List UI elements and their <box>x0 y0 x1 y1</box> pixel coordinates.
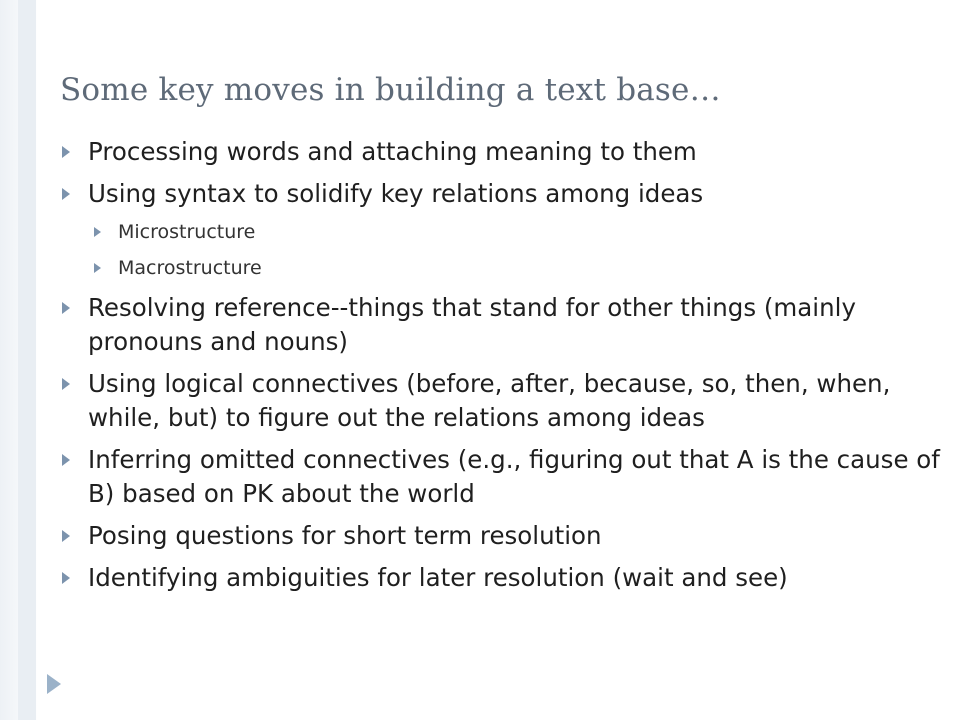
slide-title: Some key moves in building a text base… <box>60 72 721 108</box>
bullet-text: Resolving reference--things that stand for other things (mainly pronouns and nouns) <box>88 293 856 356</box>
sub-bullet-text: Microstructure <box>118 221 256 243</box>
bullet-arrow-icon <box>62 572 70 584</box>
bullet-item <box>60 519 940 553</box>
bullet-item <box>60 291 940 359</box>
bullet-list <box>60 135 940 603</box>
sub-bullet-item <box>60 219 940 245</box>
sub-bullet-text: Macrostructure <box>118 257 262 279</box>
bullet-text: Inferring omitted connectives (e.g., figuring out that A is the cause of B) based on PK about the world <box>88 445 940 508</box>
bullet-item <box>60 561 940 595</box>
left-decorative-rail <box>0 0 38 720</box>
bullet-item <box>60 367 940 435</box>
bullet-arrow-icon <box>62 378 70 390</box>
bullet-item <box>60 443 940 511</box>
bullet-text: Processing words and attaching meaning to them <box>88 137 697 166</box>
bullet-text: Posing questions for short term resolution <box>88 521 602 550</box>
sub-bullet-arrow-icon <box>94 227 101 237</box>
bullet-arrow-icon <box>62 530 70 542</box>
bullet-text: Identifying ambiguities for later resolution (wait and see) <box>88 563 788 592</box>
left-rail-stripe <box>18 0 36 720</box>
bullet-text: Using logical connectives (before, after, because, so, then, when, while, but) to figure out the relations among ideas <box>88 369 891 432</box>
bullet-item <box>60 135 940 169</box>
bullet-text: Using syntax to solidify key relations among ideas <box>88 179 704 208</box>
bullet-item <box>60 177 940 211</box>
bullet-arrow-icon <box>62 302 70 314</box>
bullet-arrow-icon <box>62 454 70 466</box>
bullet-arrow-icon <box>62 188 70 200</box>
corner-arrow-icon <box>47 674 61 694</box>
sub-bullet-item <box>60 255 940 281</box>
sub-bullet-arrow-icon <box>94 263 101 273</box>
bullet-arrow-icon <box>62 146 70 158</box>
